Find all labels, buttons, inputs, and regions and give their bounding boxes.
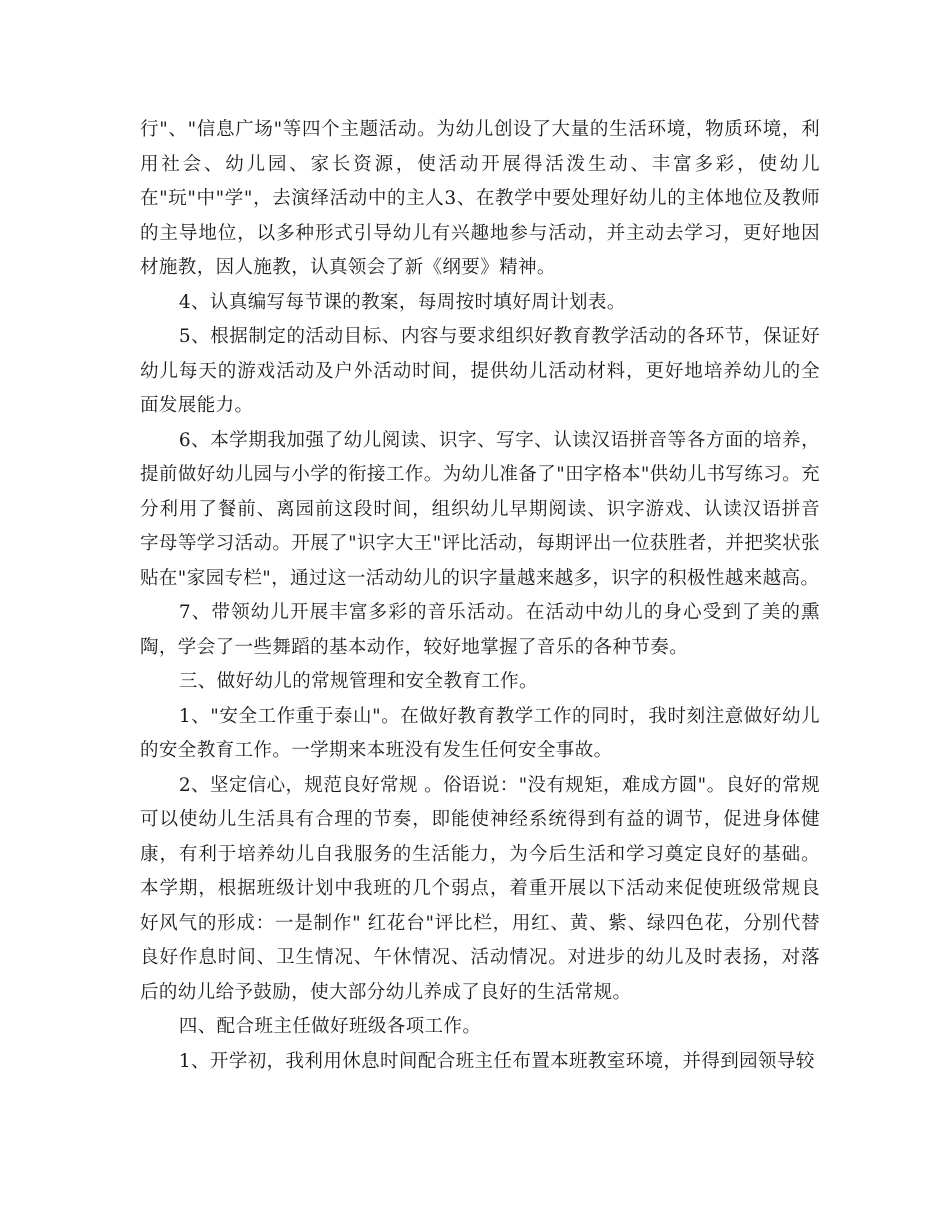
section-heading-4: 四、配合班主任做好班级各项工作。 <box>178 1016 482 1037</box>
paragraph-7: 2、坚定信心，规范良好常规 。俗语说："没有规矩，难成方圆"。良好的常规可以使幼儿生活具有合理的节奏，即能使神经系统得到有益的调节，促进身体健康，有利于培养幼儿自我服务的生活能力，为今后生活和学习奠定良好的基础。 本学期，根据班级计划中我班的几个弱点，着重开展以下活动来促使班级常规良好风气的形成：一是制作" 红花台"评比栏，用红、黄、紫、绿四色花，分别代替良好作息时间、卫生情况、午休情况、活动情况。对进步的幼儿及时表扬，对落后的幼儿给予鼓励，使大部分幼儿养成了良好的生活常规。 <box>140 774 820 1003</box>
paragraph-6: 1、"安全工作重于泰山"。在做好教育教学工作的同时，我时刻注意做好幼儿的安全教育工作。一学期来本班没有发生任何安全事故。 <box>140 705 820 761</box>
paragraph-4: 6、本学期我加强了幼儿阅读、识字、写字、认读汉语拼音等各方面的培养，提前做好幼儿园与小学的衔接工作。为幼儿准备了"田字格本"供幼儿书写练习。充分利用了餐前、离园前这段时间，组织幼儿早期阅读、识字游戏、认读汉语拼音字母等学习活动。开展了"识字大王"评比活动，每期评出一位获胜者，并把奖状张贴在"家园专栏"，通过这一活动幼儿的识字量越来越多，识字的积极性越来越高。 <box>140 429 820 589</box>
paragraph-2: 4、认真编写每节课的教案，每周按时填好周计划表。 <box>178 291 626 313</box>
paragraph-5: 7、带领幼儿开展丰富多彩的音乐活动。在活动中幼儿的身心受到了美的熏陶，学会了一些舞蹈的基本动作，较好地掌握了音乐的各种节奏。 <box>140 602 820 658</box>
paragraph-1: 行"、"信息广场"等四个主题活动。为幼儿创设了大量的生活环境，物质环境，利用社会、幼儿园、家长资源，使活动开展得活泼生动、丰富多彩，使幼儿在"玩"中"学"，去演绎活动中的主人3、在教学中要处理好幼儿的主体地位及教师的主导地位，以多种形式引导幼儿有兴趣地参与活动，并主动去学习，更好地因材施教，因人施教，认真领会了新《纲要》精神。 <box>140 119 820 278</box>
section-heading-3: 三、做好幼儿的常规管理和安全教育工作。 <box>178 671 538 692</box>
paragraph-3: 5、根据制定的活动目标、内容与要求组织好教育教学活动的各环节，保证好幼儿每天的游戏活动及户外活动时间，提供幼儿活动材料，更好地培养幼儿的全面发展能力。 <box>140 326 820 416</box>
document-body <box>140 113 820 1079</box>
paragraph-8: 1、开学初，我利用休息时间配合班主任布置本班教室环境，并得到园领导较 <box>178 1050 815 1072</box>
